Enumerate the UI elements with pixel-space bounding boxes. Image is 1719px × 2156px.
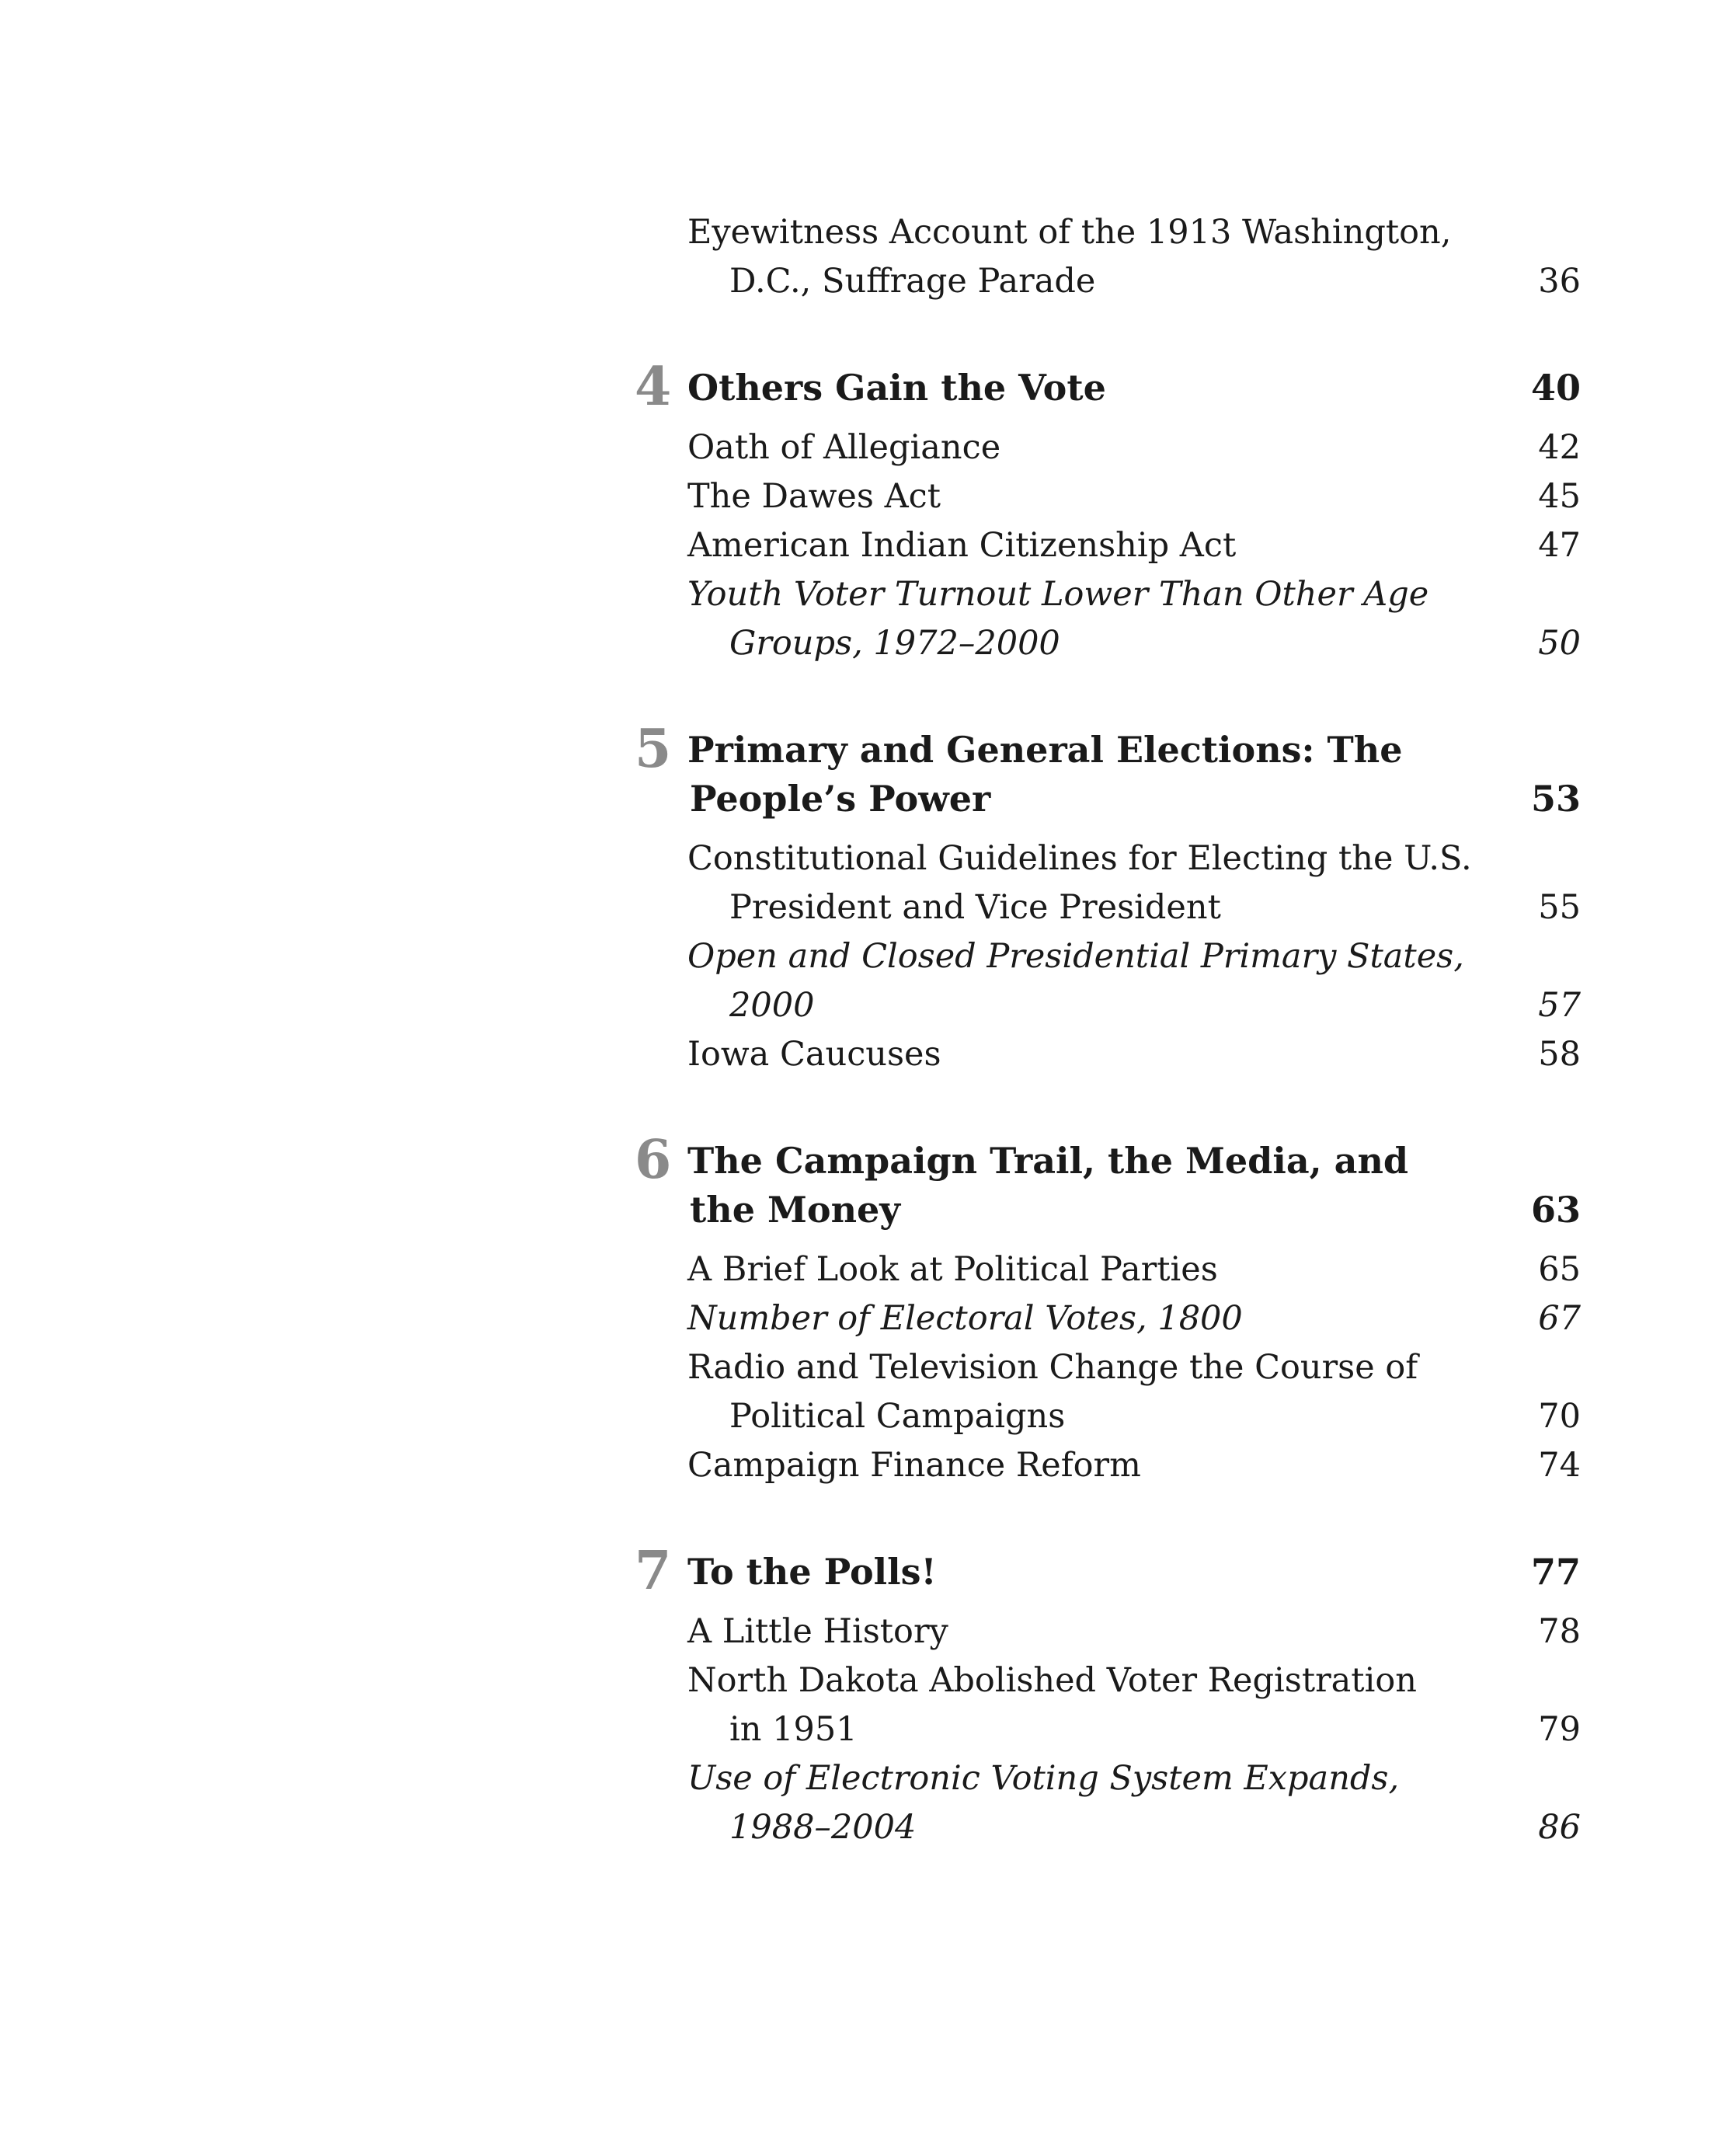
chapter-title-line: To the Polls! <box>687 1551 937 1593</box>
toc-entry-line: Political Campaigns <box>729 1397 1066 1436</box>
chapter-page: 40 <box>1530 367 1581 409</box>
chapter-number: 6 <box>635 1129 672 1191</box>
toc-entry-page: 74 <box>1538 1446 1581 1485</box>
toc-entry-page: 42 <box>1538 428 1581 467</box>
toc-entry[interactable] <box>687 1607 1581 1656</box>
toc-entry-line: Youth Voter Turnout Lower Than Other Age <box>687 575 1429 614</box>
toc-entry[interactable] <box>687 932 1581 1030</box>
toc-entry-line: D.C., Suffrage Parade <box>729 262 1096 301</box>
toc-entry-page: 47 <box>1538 526 1581 565</box>
toc-entry[interactable] <box>687 1294 1581 1343</box>
toc-entry-line: A Little History <box>687 1612 948 1651</box>
toc-entry-line: A Brief Look at Political Parties <box>687 1250 1218 1289</box>
toc-entry[interactable] <box>687 1030 1581 1079</box>
toc-entry-page: 65 <box>1538 1250 1581 1289</box>
toc-entry-line: The Dawes Act <box>687 477 941 516</box>
toc-entry-line: in 1951 <box>729 1710 858 1749</box>
toc-entry-line: President and Vice President <box>729 888 1221 927</box>
chapter-page: 77 <box>1530 1551 1581 1593</box>
toc-entry-line: Use of Electronic Voting System Expands, <box>687 1759 1400 1798</box>
toc-entry[interactable] <box>687 1656 1581 1754</box>
toc-entry[interactable] <box>687 521 1581 570</box>
chapter-page: 63 <box>1530 1189 1581 1231</box>
toc-entry-line: 1988–2004 <box>729 1808 917 1847</box>
toc-entry-page: 57 <box>1538 986 1581 1025</box>
toc-entry-page: 67 <box>1538 1299 1581 1338</box>
toc-entry-page: 45 <box>1538 477 1581 516</box>
toc-entry-line: North Dakota Abolished Voter Registration <box>687 1661 1417 1700</box>
chapter-title-line: the Money <box>690 1189 901 1231</box>
chapter-number: 4 <box>635 356 672 418</box>
toc-entry[interactable] <box>687 208 1581 306</box>
toc-entry-page: 79 <box>1538 1710 1581 1749</box>
toc-entry-line: Eyewitness Account of the 1913 Washington, <box>687 213 1452 252</box>
toc-entry-line: Constitutional Guidelines for Electing the U.S. <box>687 839 1472 878</box>
toc-entry-line: Campaign Finance Reform <box>687 1446 1141 1485</box>
toc-entry[interactable] <box>687 423 1581 472</box>
table-of-contents <box>635 208 1581 1852</box>
chapter-heading[interactable] <box>635 718 1581 824</box>
toc-entry[interactable] <box>687 1343 1581 1441</box>
toc-entry-page: 70 <box>1538 1397 1581 1436</box>
toc-entry-page: 50 <box>1538 624 1581 663</box>
chapter-heading[interactable] <box>635 356 1581 418</box>
toc-entry-line: Number of Electoral Votes, 1800 <box>687 1299 1243 1338</box>
toc-entry-page: 86 <box>1538 1808 1581 1847</box>
toc-entry-page: 78 <box>1538 1612 1581 1651</box>
toc-entry-line: Radio and Television Change the Course of <box>687 1348 1418 1387</box>
chapter-title-line: Others Gain the Vote <box>687 367 1106 409</box>
toc-entry-page: 55 <box>1538 888 1581 927</box>
toc-entry[interactable] <box>687 570 1581 668</box>
chapter-title-line: People’s Power <box>690 778 991 820</box>
chapter-list <box>635 356 1581 1852</box>
chapter-title-line: The Campaign Trail, the Media, and <box>687 1140 1409 1182</box>
chapter-number: 7 <box>635 1540 672 1602</box>
toc-entry[interactable] <box>687 1754 1581 1852</box>
toc-entry[interactable] <box>687 1245 1581 1294</box>
toc-entry[interactable] <box>687 472 1581 521</box>
chapter-heading[interactable] <box>635 1540 1581 1602</box>
toc-entry-line: Oath of Allegiance <box>687 428 1001 467</box>
toc-entry[interactable] <box>687 1441 1581 1490</box>
toc-entry-line: Open and Closed Presidential Primary States, <box>687 937 1464 976</box>
chapter-page: 53 <box>1530 778 1581 820</box>
toc-entry-line: Iowa Caucuses <box>687 1035 941 1074</box>
toc-entry-line: Groups, 1972–2000 <box>729 624 1060 663</box>
toc-entry-line: American Indian Citizenship Act <box>687 526 1237 565</box>
toc-entry-page: 58 <box>1538 1035 1581 1074</box>
toc-entry[interactable] <box>687 834 1581 932</box>
toc-entry-page: 36 <box>1538 262 1581 301</box>
toc-entry-line: 2000 <box>729 986 815 1025</box>
chapter-title-line: Primary and General Elections: The <box>687 729 1403 771</box>
chapter-number: 5 <box>635 718 672 780</box>
chapter-heading[interactable] <box>635 1129 1581 1235</box>
